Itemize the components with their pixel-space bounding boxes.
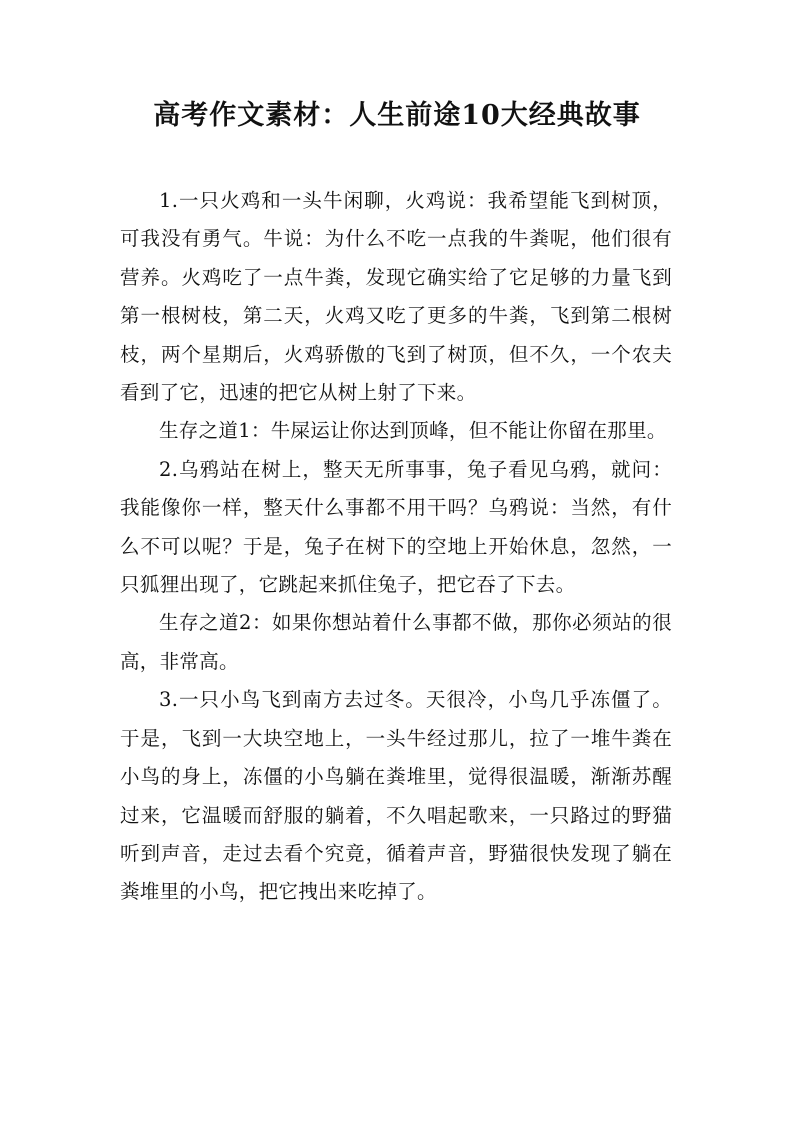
story-3-paragraph: 3.一只小鸟飞到南方去过冬。天很冷，小鸟几乎冻僵了。于是，飞到一大块空地上，一头牛经过那儿，拉了一堆牛粪在小鸟的身上，冻僵的小鸟躺在粪堆里，觉得很温暖，渐渐苏醒过来，它温暖而舒服的躺着，不久唱起歌来，一只路过的野猫听到声音，走过去看个究竟，循着声音，野猫很快发现了躺在粪堆里的小鸟，把它拽出来吃掉了。 — [120, 688, 672, 904]
story-1-paragraph: 1.一只火鸡和一头牛闲聊，火鸡说：我希望能飞到树顶，可我没有勇气。牛说：为什么不吃一点我的牛粪呢，他们很有营养。火鸡吃了一点牛粪，发现它确实给了它足够的力量飞到第一根树枝，第二天，火鸡又吃了更多的牛粪，飞到第二根树枝，两个星期后，火鸡骄傲的飞到了树顶，但不久，一个农夫看到了它，迅速的把它从树上射了下来。 — [120, 189, 672, 405]
document-body — [120, 182, 672, 912]
survival-rule-1-paragraph: 生存之道1：牛屎运让你达到顶峰，但不能让你留在那里。 — [159, 419, 667, 443]
story-2-paragraph: 2.乌鸦站在树上，整天无所事事，兔子看见乌鸦，就问：我能像你一样，整天什么事都不用干吗？乌鸦说：当然，有什么不可以呢？于是，兔子在树下的空地上开始休息，忽然，一只狐狸出现了，它跳起来抓住兔子，把它吞了下去。 — [120, 457, 672, 597]
document-title: 高考作文素材：人生前途10大经典故事 — [153, 100, 641, 131]
survival-rule-2-paragraph: 生存之道2：如果你想站着什么事都不做，那你必须站的很高，非常高。 — [120, 611, 672, 673]
